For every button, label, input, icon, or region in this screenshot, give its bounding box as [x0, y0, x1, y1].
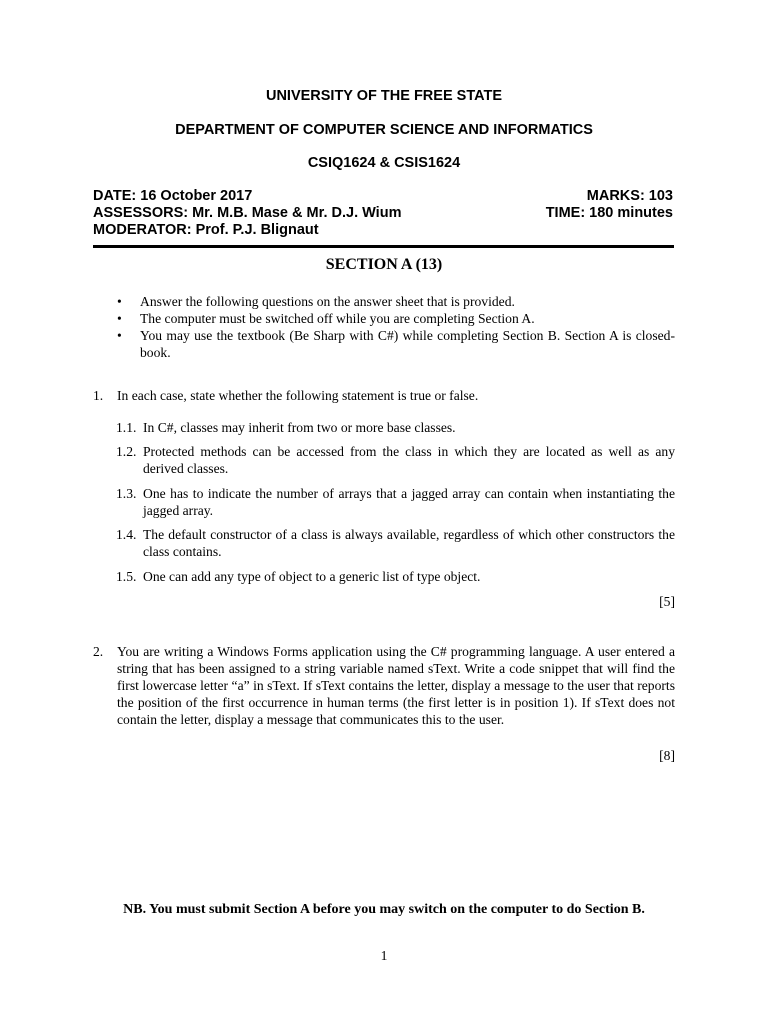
item-number: 1.1. [116, 420, 137, 435]
item-number: 1.4. [116, 527, 137, 542]
question-1 [93, 387, 675, 405]
university-name: UNIVERSITY OF THE FREE STATE [265, 88, 503, 104]
header-row-date [93, 188, 673, 206]
item-text: One can add any type of object to a generic list of type object. [143, 569, 481, 584]
question-item [116, 419, 675, 437]
question-2-marks: [8] [659, 748, 675, 763]
instruction-item: • The computer must be switched off while you are completing Section A. [117, 311, 535, 326]
question-1-marks: [5] [659, 594, 675, 609]
submission-note: NB. You must submit Section A before you may switch on the computer to do Section B. [123, 902, 645, 917]
question-item [116, 443, 675, 477]
section-title: SECTION A (13) [325, 256, 443, 273]
item-text: The default constructor of a class is always available, regardless of which other constructors the class contains. [143, 527, 675, 559]
bullet-icon: • [117, 294, 122, 309]
instruction-item: • You may use the textbook (Be Sharp with C#) while completing Section B. Section A is closed-book. [117, 328, 675, 360]
bullet-icon: • [117, 311, 122, 326]
header-row-assessors [93, 205, 673, 223]
question-text: You are writing a Windows Forms application using the C# programming language. A user entered a string that has been assigned to a string variable named sText. Write a code snippet that will find the first lowercase letter “a” in sText. If sText contains the letter, display a message to the user that reports the position of the first occurrence in human terms (the first letter is in position 1). If sText does not contain the letter, display a message that communicates this to the user. [117, 644, 675, 727]
department-name: DEPARTMENT OF COMPUTER SCIENCE AND INFORMATICS [175, 122, 593, 138]
question-item [116, 568, 675, 586]
exam-marks: MARKS: 103 [586, 188, 673, 204]
item-number: 1.5. [116, 569, 137, 584]
exam-date: DATE: 16 October 2017 [93, 188, 253, 204]
page-number: 1 [380, 948, 388, 963]
question-item [116, 485, 675, 519]
exam-assessors: ASSESSORS: Mr. M.B. Mase & Mr. D.J. Wium [93, 205, 402, 221]
question-number: 1. [93, 388, 104, 403]
header-row-moderator [93, 222, 673, 240]
item-number: 1.3. [116, 486, 137, 501]
question-item [116, 526, 675, 560]
item-number: 1.2. [116, 444, 137, 459]
question-text: In each case, state whether the following statement is true or false. [117, 388, 479, 403]
bullet-icon: • [117, 328, 122, 343]
instruction-item: • Answer the following questions on the answer sheet that is provided. [117, 294, 515, 309]
instructions-list [117, 293, 675, 361]
course-codes: CSIQ1624 & CSIS1624 [307, 155, 461, 171]
item-text: One has to indicate the number of arrays that a jagged array can contain when instantiating the jagged array. [143, 486, 675, 518]
item-text: In C#, classes may inherit from two or more base classes. [143, 420, 456, 435]
item-text: Protected methods can be accessed from the class in which they are located as well as any derived classes. [143, 444, 675, 476]
exam-moderator: MODERATOR: Prof. P.J. Blignaut [93, 222, 319, 238]
question-number: 2. [93, 644, 104, 659]
question-2 [93, 643, 675, 747]
header-divider [93, 245, 674, 248]
exam-time: TIME: 180 minutes [545, 205, 673, 221]
